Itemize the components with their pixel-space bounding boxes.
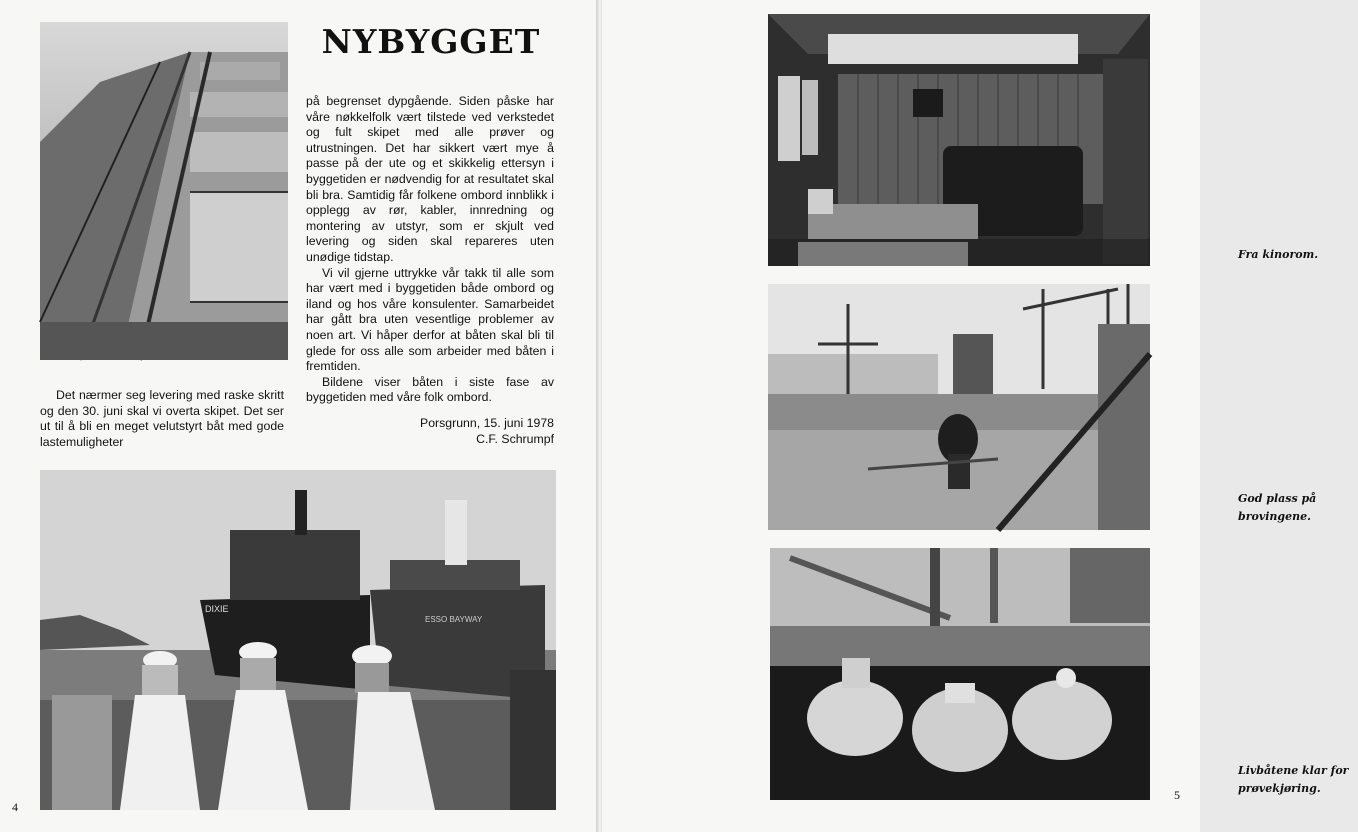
left-page: [0, 0, 598, 832]
right-page: [602, 0, 1349, 832]
bridge-wing-photo: [768, 284, 1150, 530]
cinema-room-photo: [768, 14, 1150, 266]
tanker-deck-photo: [40, 22, 288, 360]
ship-name-esso-bayway: ESSO BAYWAY: [425, 615, 483, 624]
body-paragraph: på begrenset dypgående. Siden påske har våre nøkkelfolk vært tilstede ved verkstedet og fult skipet med alle prøver og utrustningen. Det har sikkert vært mye å passe på der ute og et skikkelig ettersyn i byggetiden er nødvendig for at resultatet skal bli bra. Samtidig får folkene ombord innblikk i opplegg av rør, kabler, innredning og montering av utstyr, som er skjult ved levering og siden skal repareres uten unødige tidstap.: [306, 94, 554, 264]
signoff: [306, 416, 554, 447]
place-date: Porsgrunn, 15. juni 1978: [420, 416, 554, 430]
caption-cinema-room: Fra kinorom.: [1238, 248, 1319, 261]
article-body: [306, 94, 554, 406]
caption-bridge-wings: God plass på brovingene.: [1238, 492, 1317, 523]
ship-name-dixie: DIXIE: [205, 604, 229, 614]
body-paragraph: Vi vil gjerne uttrykke vår takk til alle som har vært med i byggetiden både ombord og iland og hos våre konsulenter. Samarbeidet har gått bra uten vesentlige problemer av noen art. Vi håper derfor at båten skal bli til glede for oss alle som arbeider med båten i fremtiden.: [306, 265, 554, 374]
ships-and-crew-photo: [40, 470, 556, 810]
page-number-left: 4: [12, 800, 18, 814]
lead-paragraph: Det nærmer seg levering med raske skritt og den 30. juni skal vi overta skipet. Det ser ut til å bli en meget velutstyrt båt med gode lastemuligheter: [40, 388, 284, 449]
page-number-right: 5: [1174, 788, 1180, 802]
article-headline: NYBYGGET: [321, 22, 541, 61]
body-paragraph: Bildene viser båten i siste fase av byggetiden med våre folk ombord.: [306, 374, 554, 405]
caption-lifeboats: Livbåtene klar for prøvekjøring.: [1238, 764, 1349, 795]
signature: C.F. Schrumpf: [476, 431, 554, 446]
lifeboats-photo: [770, 548, 1150, 800]
